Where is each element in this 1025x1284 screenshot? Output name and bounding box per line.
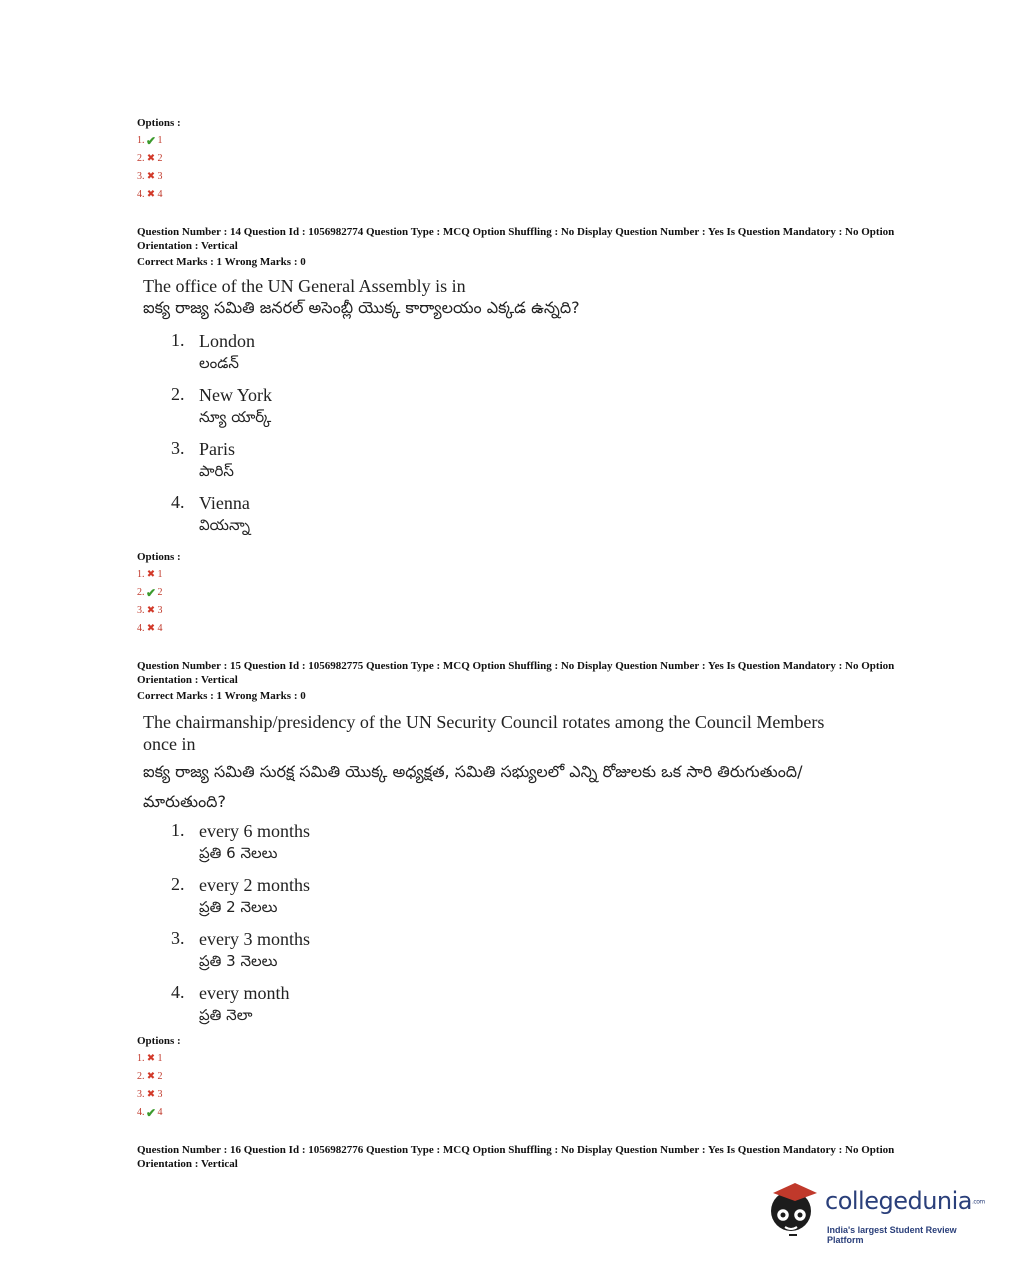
choice-item: 3. Paris పారిస్ [171, 438, 235, 480]
option-row: 4. ✖ 4 [137, 186, 181, 204]
cross-icon: ✖ [146, 623, 156, 634]
question-text-q14 [143, 275, 580, 319]
question-te: ఐక్య రాజ్య సమితి సురక్ష సమితి యొక్క అధ్యక్షత, సమితి సభ్యులలో ఎన్ని రోజులకు ఒక సారి తిరుగుతుంది/మారుతుంది? [143, 762, 803, 811]
question-text-q15 [143, 711, 855, 817]
cross-icon: ✖ [146, 153, 156, 164]
option-row: 4. ✔ 4 [137, 1106, 163, 1120]
choice-item: 4. every month ప్రతి నెలా [171, 982, 290, 1024]
cross-icon: ✖ [146, 1089, 156, 1100]
question-te: ఐక్య రాజ్య సమితి జనరల్ అసెంబ్లీ యొక్క కార్యాలయం ఎక్కడ ఉన్నది? [143, 298, 580, 317]
marks-line: Correct Marks : 1 Wrong Marks : 0 [137, 690, 306, 702]
option-row: 3. ✖ 3 [137, 1086, 181, 1104]
option-row: 1. ✖ 1 [137, 566, 181, 584]
option-row: 2. ✔ 2 [137, 586, 163, 600]
collegedunia-logo [767, 1177, 992, 1247]
question-en: The office of the UN General Assembly is in [143, 276, 466, 296]
choice-item: 4. Vienna వియన్నా [171, 492, 251, 534]
option-row: 2. ✖ 2 [137, 150, 181, 168]
cross-icon: ✖ [146, 1071, 156, 1082]
option-row: 3. ✖ 3 [137, 168, 181, 186]
choice-item: 3. every 3 months ప్రతి 3 నెలలు [171, 928, 310, 970]
check-icon: ✔ [145, 134, 157, 148]
logo-tagline: India's largest Student Review Platform [827, 1225, 957, 1245]
option-row: 1. ✖ 1 [137, 1050, 181, 1068]
option-row: 1. ✔ 1 [137, 134, 163, 148]
choice-item: 2. every 2 months ప్రతి 2 నెలలు [171, 874, 310, 916]
graduate-mascot-icon [767, 1177, 823, 1239]
options-block-q14: Options : 1. ✖ 1 2. ✔ 2 3. ✖ 3 4. ✖ 4 [137, 549, 181, 638]
cross-icon: ✖ [146, 1053, 156, 1064]
choice-item: 2. New York న్యూ యార్క్ [171, 384, 273, 426]
question-meta-q14: Question Number : 14 Question Id : 1056982774 Question Type : MCQ Option Shuffling : No Display Question Number : Yes Is Question Mandatory : No Option Orientation : Vertical Correct Marks : 1 Wrong Marks : 0 [137, 225, 907, 269]
option-row: 3. ✖ 3 [137, 602, 181, 620]
choice-item: 1. London లండన్ [171, 330, 255, 372]
cross-icon: ✖ [146, 171, 156, 182]
check-icon: ✔ [145, 1106, 157, 1120]
check-icon: ✔ [145, 586, 157, 600]
question-en: The chairmanship/presidency of the UN Security Council rotates among the Council Members once in [143, 712, 825, 754]
cross-icon: ✖ [146, 569, 156, 580]
choices-q15 [171, 820, 310, 1026]
option-row: 4. ✖ 4 [137, 620, 181, 638]
cross-icon: ✖ [146, 189, 156, 200]
cross-icon: ✖ [146, 605, 156, 616]
options-block-q13 [137, 115, 181, 204]
question-meta-q16: Question Number : 16 Question Id : 1056982776 Question Type : MCQ Option Shuffling : No Display Question Number : Yes Is Question Mandatory : No Option Orientation : Vertical [137, 1144, 895, 1170]
marks-line: Correct Marks : 1 Wrong Marks : 0 [137, 256, 306, 268]
choices-q14 [171, 330, 272, 536]
choice-item: 1. every 6 months ప్రతి 6 నెలలు [171, 820, 310, 862]
question-meta-q15: Question Number : 15 Question Id : 1056982775 Question Type : MCQ Option Shuffling : No Display Question Number : Yes Is Question Mandatory : No Option Orientation : Vertical Correct Marks : 1 Wrong Marks : 0 [137, 659, 907, 703]
options-block-q15: Options : 1. ✖ 1 2. ✖ 2 3. ✖ 3 4. ✔ 4 [137, 1035, 181, 1120]
logo-wordmark: collegedunia.com [825, 1187, 985, 1215]
option-row: 2. ✖ 2 [137, 1068, 181, 1086]
options-title: Options : [137, 117, 181, 129]
